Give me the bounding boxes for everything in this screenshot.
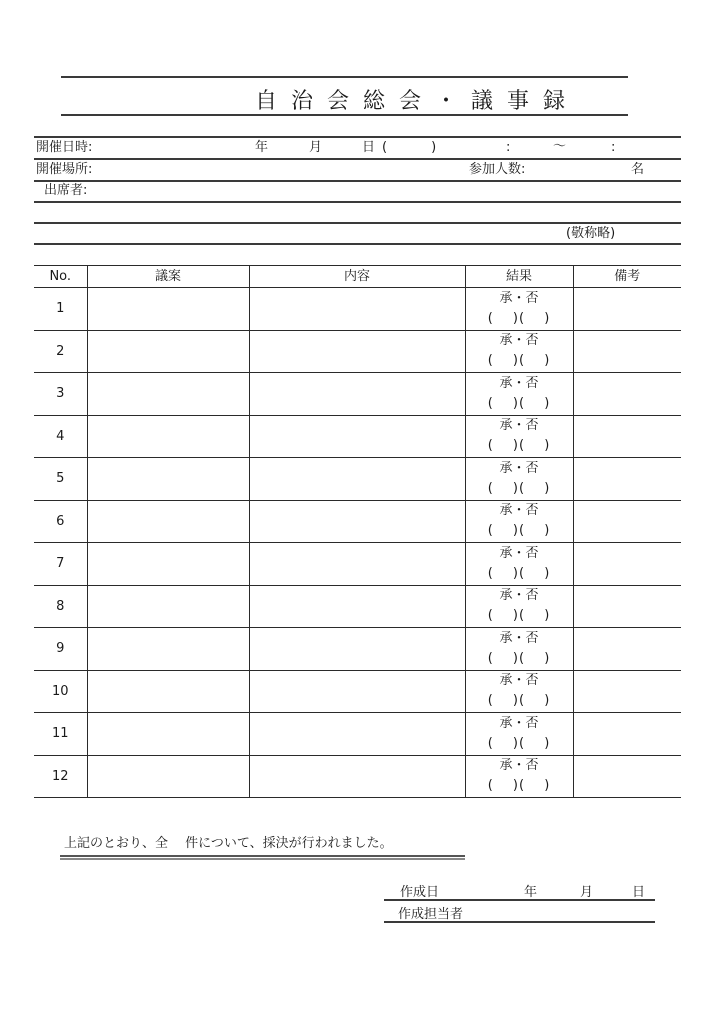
notes-cell[interactable]	[573, 628, 681, 671]
approve-reject-label: 承・否	[499, 503, 539, 519]
year-unit: 年	[255, 140, 269, 155]
agenda-cell[interactable]	[87, 288, 249, 331]
row-number: 12	[34, 755, 87, 798]
result-cell[interactable]	[465, 288, 573, 331]
author-rule	[384, 921, 655, 923]
notes-cell[interactable]	[573, 670, 681, 713]
table-row	[34, 543, 681, 586]
column-header-notes: 備考	[573, 266, 681, 288]
notes-cell[interactable]	[573, 415, 681, 458]
content-cell[interactable]	[249, 713, 465, 756]
info-rule-1	[34, 136, 681, 138]
place-label: 開催場所:	[36, 162, 93, 177]
content-cell[interactable]	[249, 288, 465, 331]
row-number: 11	[34, 713, 87, 756]
row-number: 1	[34, 288, 87, 331]
notes-cell[interactable]	[573, 543, 681, 586]
result-cell[interactable]	[465, 755, 573, 798]
attendees-label: 出席者:	[44, 183, 88, 198]
row-number: 6	[34, 500, 87, 543]
page-title: 自治会総会・議事録	[255, 89, 580, 114]
agenda-cell[interactable]	[87, 713, 249, 756]
date-label: 開催日時:	[36, 140, 93, 155]
row-number: 10	[34, 670, 87, 713]
approve-reject-label: 承・否	[499, 545, 539, 561]
approve-reject-label: 承・否	[499, 333, 539, 349]
table-row	[34, 458, 681, 501]
row-number: 3	[34, 373, 87, 416]
day-unit: 日	[362, 140, 376, 155]
content-cell[interactable]	[249, 415, 465, 458]
agenda-cell[interactable]	[87, 373, 249, 416]
content-cell[interactable]	[249, 670, 465, 713]
vote-count-brackets[interactable]: ( )( )	[487, 735, 551, 751]
row-number: 4	[34, 415, 87, 458]
table-row	[34, 500, 681, 543]
column-header-no: No.	[34, 266, 87, 288]
vote-count-brackets[interactable]: ( )( )	[487, 523, 551, 539]
notes-cell[interactable]	[573, 330, 681, 373]
agenda-cell[interactable]	[87, 330, 249, 373]
table-row	[34, 415, 681, 458]
honorific-note: (敬称略)	[566, 226, 616, 241]
table-row	[34, 670, 681, 713]
result-cell[interactable]	[465, 670, 573, 713]
end-time-separator[interactable]: :	[611, 140, 616, 155]
content-cell[interactable]	[249, 500, 465, 543]
column-header-result: 結果	[465, 266, 573, 288]
row-number: 5	[34, 458, 87, 501]
row-number: 9	[34, 628, 87, 671]
info-rule-2	[34, 158, 681, 160]
result-cell[interactable]	[465, 628, 573, 671]
approve-reject-label: 承・否	[499, 588, 539, 604]
table-row	[34, 755, 681, 798]
agenda-cell[interactable]	[87, 543, 249, 586]
vote-count-brackets[interactable]: ( )( )	[487, 395, 551, 411]
notes-cell[interactable]	[573, 755, 681, 798]
info-rule-6	[34, 243, 681, 245]
start-time-separator[interactable]: :	[506, 140, 511, 155]
table-row	[34, 373, 681, 416]
agenda-cell[interactable]	[87, 458, 249, 501]
content-cell[interactable]	[249, 330, 465, 373]
agenda-cell[interactable]	[87, 585, 249, 628]
result-cell[interactable]	[465, 458, 573, 501]
created-year-unit: 年	[524, 885, 538, 900]
attendee-count-label: 参加人数:	[469, 162, 526, 177]
approve-reject-label: 承・否	[499, 418, 539, 434]
title-top-rule	[61, 76, 628, 78]
table-row	[34, 628, 681, 671]
table-row	[34, 713, 681, 756]
info-rule-3	[34, 180, 681, 182]
agenda-cell[interactable]	[87, 415, 249, 458]
table-row	[34, 288, 681, 331]
result-cell[interactable]	[465, 330, 573, 373]
time-range-separator: 〜	[553, 139, 567, 154]
row-number: 8	[34, 585, 87, 628]
approve-reject-label: 承・否	[499, 758, 539, 774]
weekday-parens[interactable]: ( )	[382, 140, 443, 155]
author-label: 作成担当者	[398, 907, 464, 922]
summary-statement: 上記のとおり、全 件について、採決が行われました。	[64, 836, 393, 851]
created-day-unit: 日	[632, 885, 646, 900]
vote-count-brackets[interactable]: ( )( )	[487, 608, 551, 624]
agenda-cell[interactable]	[87, 500, 249, 543]
result-cell[interactable]	[465, 585, 573, 628]
result-cell[interactable]	[465, 415, 573, 458]
content-cell[interactable]	[249, 373, 465, 416]
notes-cell[interactable]	[573, 373, 681, 416]
content-cell[interactable]	[249, 628, 465, 671]
approve-reject-label: 承・否	[499, 460, 539, 476]
created-month-unit: 月	[580, 885, 594, 900]
agenda-cell[interactable]	[87, 670, 249, 713]
content-cell[interactable]	[249, 543, 465, 586]
row-number: 2	[34, 330, 87, 373]
notes-cell[interactable]	[573, 500, 681, 543]
column-header-content: 内容	[249, 266, 465, 288]
row-number: 7	[34, 543, 87, 586]
agenda-cell[interactable]	[87, 755, 249, 798]
approve-reject-label: 承・否	[499, 630, 539, 646]
vote-count-brackets[interactable]: ( )( )	[487, 438, 551, 454]
month-unit: 月	[309, 140, 323, 155]
approve-reject-label: 承・否	[499, 375, 539, 391]
vote-count-brackets[interactable]: ( )( )	[487, 778, 551, 794]
attendee-count-unit: 名	[631, 162, 645, 177]
notes-cell[interactable]	[573, 585, 681, 628]
notes-cell[interactable]	[573, 458, 681, 501]
approve-reject-label: 承・否	[499, 290, 539, 306]
approve-reject-label: 承・否	[499, 715, 539, 731]
notes-cell[interactable]	[573, 288, 681, 331]
agenda-cell[interactable]	[87, 628, 249, 671]
created-date-label: 作成日	[400, 885, 440, 900]
vote-count-brackets[interactable]: ( )( )	[487, 480, 551, 496]
info-rule-5	[34, 222, 681, 224]
column-header-agenda: 議案	[87, 266, 249, 288]
result-cell[interactable]	[465, 713, 573, 756]
table-row	[34, 585, 681, 628]
summary-double-underline	[60, 855, 465, 857]
content-cell[interactable]	[249, 755, 465, 798]
content-cell[interactable]	[249, 458, 465, 501]
table-row	[34, 330, 681, 373]
notes-cell[interactable]	[573, 713, 681, 756]
info-rule-4	[34, 201, 681, 203]
approve-reject-label: 承・否	[499, 673, 539, 689]
result-cell[interactable]	[465, 543, 573, 586]
table-header-row	[34, 266, 681, 288]
agenda-table	[34, 265, 681, 798]
vote-count-brackets[interactable]: ( )( )	[487, 310, 551, 326]
vote-count-brackets[interactable]: ( )( )	[487, 565, 551, 581]
content-cell[interactable]	[249, 585, 465, 628]
result-cell[interactable]	[465, 500, 573, 543]
summary-double-underline-2	[60, 858, 465, 860]
title-bottom-rule	[61, 114, 628, 116]
created-date-rule	[384, 899, 655, 901]
vote-count-brackets[interactable]: ( )( )	[487, 650, 551, 666]
vote-count-brackets[interactable]: ( )( )	[487, 353, 551, 369]
result-cell[interactable]	[465, 373, 573, 416]
vote-count-brackets[interactable]: ( )( )	[487, 693, 551, 709]
